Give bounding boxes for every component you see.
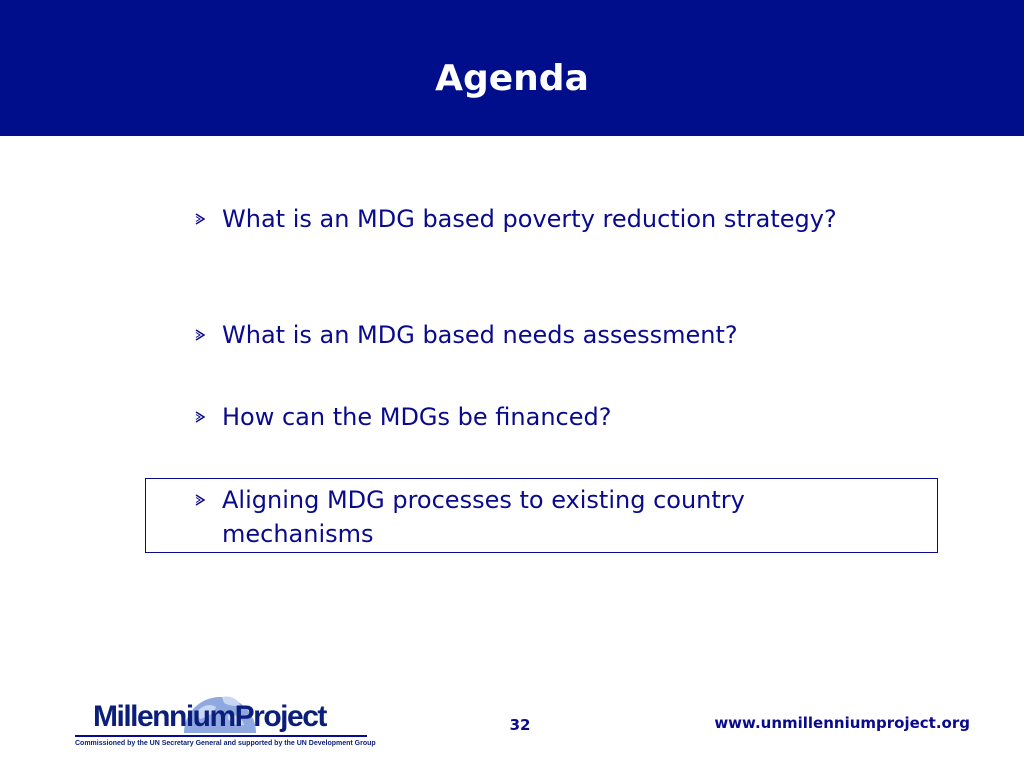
agenda-item-highlighted [222, 483, 862, 551]
logo-tagline: Commissioned by the UN Secretary General and supported by the UN Development Group [75, 740, 376, 747]
agenda-item [222, 400, 862, 434]
arrow-bullet-icon [194, 213, 206, 225]
agenda-item-text: What is an MDG based poverty reduction strategy? [222, 205, 837, 233]
website-url: www.unmillenniumproject.org [714, 714, 970, 732]
arrow-bullet-icon [194, 329, 206, 341]
slide-title: Agenda [435, 58, 589, 99]
arrow-bullet-icon [194, 494, 206, 506]
agenda-item [222, 202, 862, 236]
agenda-item [222, 318, 862, 352]
agenda-item-text: How can the MDGs be financed? [222, 403, 612, 431]
agenda-item-text: What is an MDG based needs assessment? [222, 321, 738, 349]
logo-rule [75, 735, 367, 737]
arrow-bullet-icon [194, 411, 206, 423]
logo-wordmark: MillenniumProject [93, 700, 326, 733]
page-number: 32 [509, 716, 531, 734]
agenda-item-text: Aligning MDG processes to existing country mechanisms [222, 486, 745, 548]
